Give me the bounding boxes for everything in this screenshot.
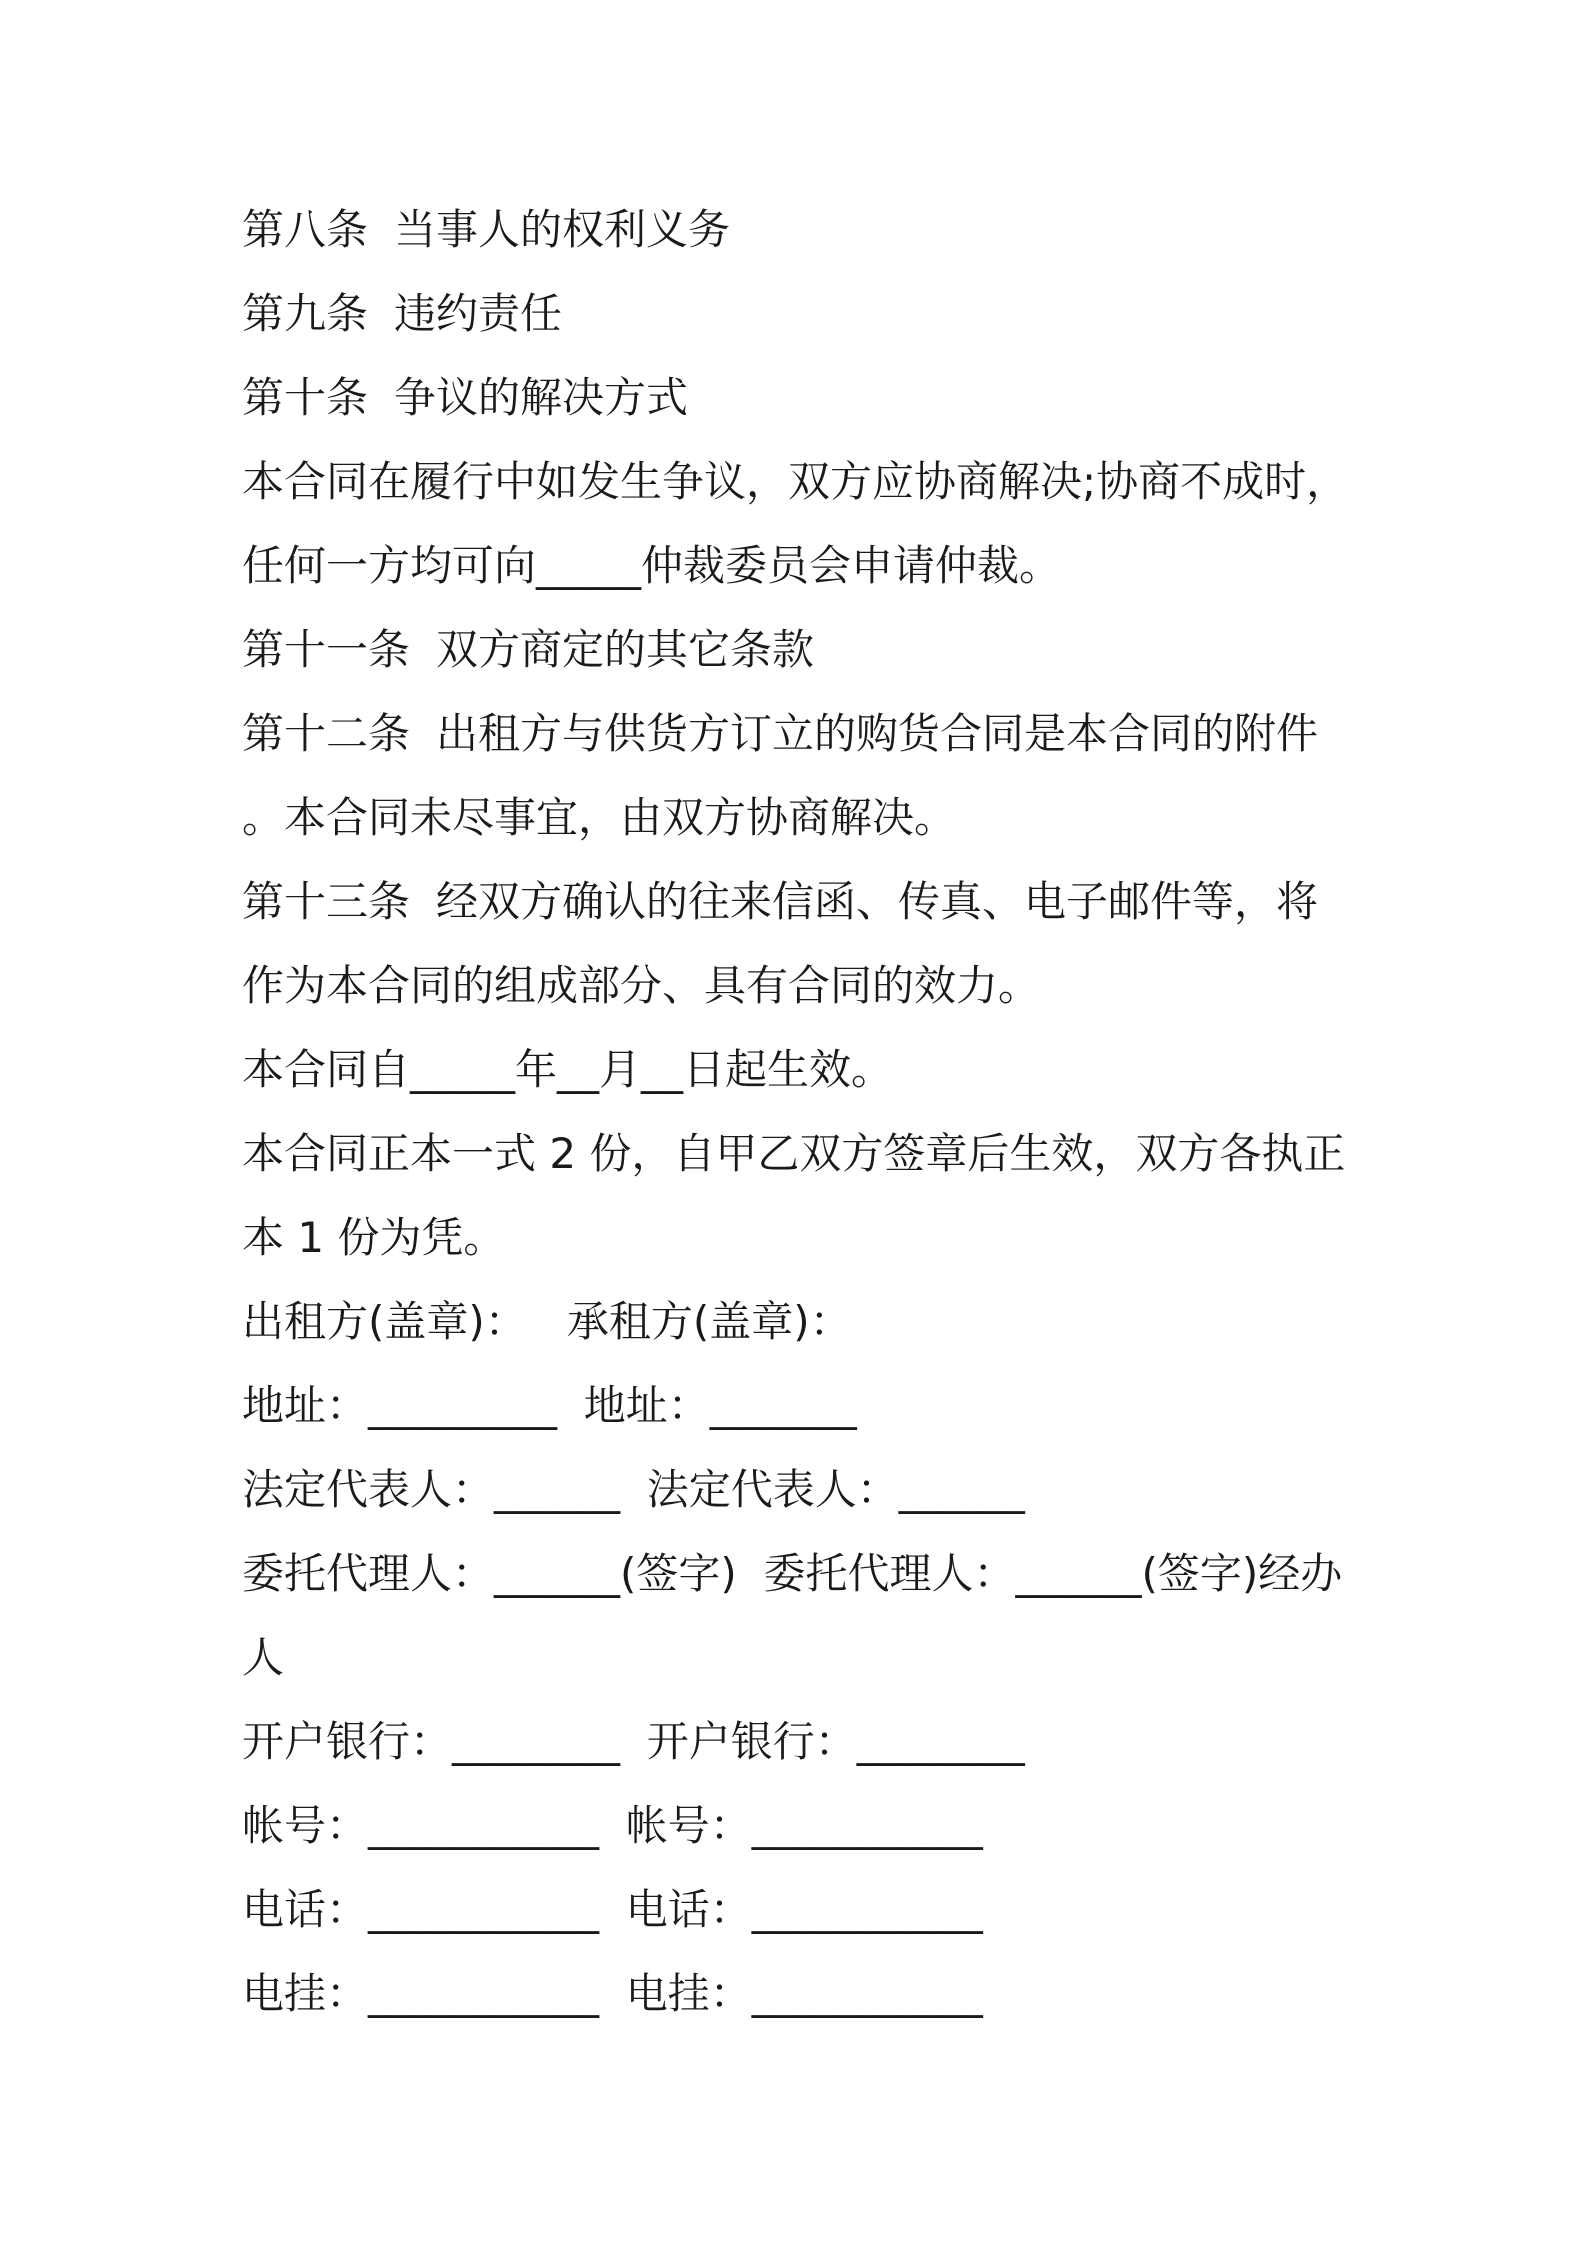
seal-line: 出租方(盖章)： 承租方(盖章)： bbox=[242, 1297, 852, 1346]
clause-13-line-2: 作为本合同的组成部分、具有合同的效力。 bbox=[242, 961, 1041, 1010]
clause-title: 当事人的权利义务 bbox=[394, 205, 731, 254]
dispute-text-line-1: 本合同在履行中如发生争议，双方应协商解决;协商不成时， bbox=[242, 457, 1349, 506]
clause-8-heading bbox=[242, 188, 1362, 272]
address-line: 地址：_________ 地址：_______ bbox=[242, 1381, 857, 1430]
authorized-agent-line-2: 人 bbox=[242, 1633, 285, 1682]
telegraph-line: 电挂：___________ 电挂：___________ bbox=[242, 1969, 983, 2018]
account-line: 帐号：___________ 帐号：___________ bbox=[242, 1801, 983, 1850]
clause-title: 争议的解决方式 bbox=[394, 373, 689, 422]
clause-text: 经双方确认的往来信函、传真、电子邮件等，将 bbox=[436, 877, 1319, 926]
clause-number: 第十条 bbox=[242, 373, 369, 422]
clause-number: 第十一条 bbox=[242, 625, 411, 674]
document-page bbox=[242, 188, 1362, 2036]
copies-line-2: 本 1 份为凭。 bbox=[242, 1213, 506, 1262]
effective-date-line: 本合同自_____年__月__日起生效。 bbox=[242, 1045, 894, 1094]
clause-title: 违约责任 bbox=[394, 289, 563, 338]
clause-number: 第十二条 bbox=[242, 709, 411, 758]
clause-text: 出租方与供货方订立的购货合同是本合同的附件 bbox=[436, 709, 1319, 758]
clause-title: 双方商定的其它条款 bbox=[436, 625, 815, 674]
clause-13-line-1 bbox=[242, 860, 1362, 944]
phone-line: 电话：___________ 电话：___________ bbox=[242, 1885, 983, 1934]
copies-line-1: 本合同正本一式 2 份，自甲乙双方签章后生效，双方各执正 bbox=[242, 1129, 1346, 1178]
authorized-agent-line-1: 委托代理人：______(签字) 委托代理人：______(签字)经办 bbox=[242, 1549, 1343, 1598]
clause-12-line-2: 。本合同未尽事宜，由双方协商解决。 bbox=[242, 793, 957, 842]
clause-12-line-1 bbox=[242, 692, 1362, 776]
clause-10-heading bbox=[242, 356, 1362, 440]
clause-number: 第八条 bbox=[242, 205, 369, 254]
dispute-text-line-2: 任何一方均可向_____仲裁委员会申请仲裁。 bbox=[242, 541, 1062, 590]
clause-11-heading bbox=[242, 608, 1362, 692]
clause-number: 第十三条 bbox=[242, 877, 411, 926]
clause-9-heading bbox=[242, 272, 1362, 356]
legal-representative-line: 法定代表人：______ 法定代表人：______ bbox=[242, 1465, 1025, 1514]
bank-line: 开户银行：________ 开户银行：________ bbox=[242, 1717, 1025, 1766]
clause-number: 第九条 bbox=[242, 289, 369, 338]
